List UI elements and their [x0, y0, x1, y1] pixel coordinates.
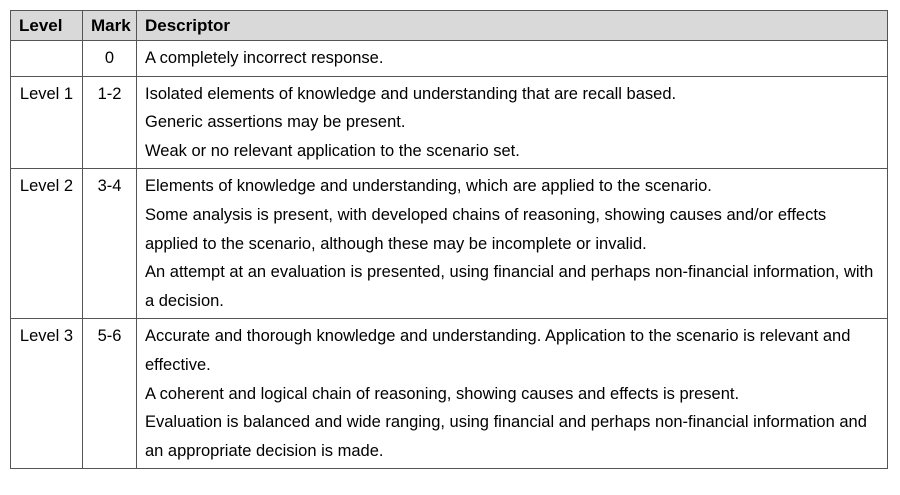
mark-scheme-table [10, 10, 888, 469]
descriptor-cell [137, 41, 888, 77]
mark-cell: 0 [83, 41, 137, 77]
header-descriptor: Descriptor [137, 11, 888, 41]
table-row [11, 76, 888, 169]
level-cell [11, 41, 83, 77]
descriptor-line: Some analysis is present, with developed chains of reasoning, showing causes and/or effects applied to the scenario, although these may be incomplete or invalid. [145, 205, 827, 253]
header-level: Level [11, 11, 83, 41]
mark-cell: 1-2 [83, 76, 137, 169]
descriptor-line: Generic assertions may be present. [145, 113, 406, 132]
descriptor-line: A coherent and logical chain of reasoning, showing causes and effects is present. [145, 384, 740, 403]
table-row [11, 169, 888, 319]
descriptor-line: Accurate and thorough knowledge and understanding. Application to the scenario is relevant and effective. [145, 327, 851, 374]
descriptor-line: A completely incorrect response. [145, 49, 384, 67]
descriptor-cell [137, 319, 888, 469]
mark-cell: 3-4 [83, 169, 137, 319]
descriptor-cell [137, 169, 888, 319]
descriptor-line: An attempt at an evaluation is presented, using financial and perhaps non-financial information, with a decision. [145, 263, 874, 310]
header-mark: Mark [83, 11, 137, 41]
descriptor-line: Elements of knowledge and understanding, which are applied to the scenario. [145, 177, 712, 196]
table-row [11, 319, 888, 469]
level-cell: Level 3 [11, 319, 83, 469]
level-cell: Level 1 [11, 76, 83, 169]
table-row [11, 41, 888, 77]
descriptor-cell [137, 76, 888, 169]
descriptor-line: Evaluation is balanced and wide ranging, using financial and perhaps non-financial information and an appropriate decision is made. [145, 413, 867, 460]
descriptor-line: Isolated elements of knowledge and understanding that are recall based. [145, 84, 677, 103]
descriptor-line: Weak or no relevant application to the scenario set. [145, 141, 520, 160]
header-row [11, 11, 888, 41]
level-cell: Level 2 [11, 169, 83, 319]
mark-cell: 5-6 [83, 319, 137, 469]
